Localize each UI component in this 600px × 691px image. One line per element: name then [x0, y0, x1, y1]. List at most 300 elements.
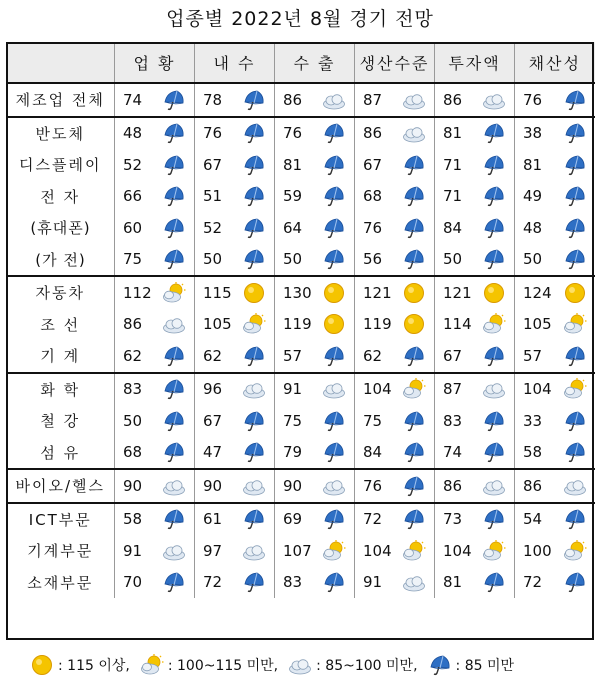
cell-value: 76 [283, 124, 303, 143]
data-cell [115, 340, 195, 373]
umbrella-icon [322, 441, 346, 463]
cell-value: 84 [443, 218, 463, 237]
column-header: 내 수 [195, 42, 275, 83]
data-cell [435, 567, 515, 599]
umbrella-icon [242, 345, 266, 367]
cell-value: 105 [523, 315, 552, 334]
partly-cloudy-icon [563, 540, 587, 562]
umbrella-icon [162, 89, 186, 111]
umbrella-icon [322, 345, 346, 367]
cell-value: 81 [283, 155, 303, 174]
cell-value: 76 [523, 90, 543, 109]
row-label: (가 전) [7, 244, 115, 277]
data-cell [195, 405, 275, 437]
cell-value: 67 [203, 155, 223, 174]
umbrella-icon [162, 571, 186, 593]
data-cell [115, 567, 195, 599]
cloud-icon [402, 122, 426, 144]
cell-value: 86 [363, 124, 383, 143]
data-cell [435, 244, 515, 277]
cell-value: 90 [283, 476, 303, 495]
page-title: 업종별 2022년 8월 경기 전망 [166, 8, 434, 30]
cell-value: 67 [363, 155, 383, 174]
cell-value: 48 [123, 124, 143, 143]
data-cell [355, 535, 435, 567]
data-cell [275, 405, 355, 437]
umbrella-icon [482, 217, 506, 239]
cell-value: 67 [443, 346, 463, 365]
umbrella-icon [242, 89, 266, 111]
data-cell [355, 244, 435, 277]
data-cell [275, 244, 355, 277]
cell-value: 50 [443, 250, 463, 269]
umbrella-icon [563, 410, 587, 432]
cloud-icon [402, 89, 426, 111]
cell-value: 68 [363, 187, 383, 206]
umbrella-icon [563, 122, 587, 144]
cell-value: 59 [283, 187, 303, 206]
data-cell [515, 149, 595, 181]
data-cell [515, 83, 595, 117]
data-cell [275, 83, 355, 117]
cloud-icon [322, 475, 346, 497]
cell-value: 74 [123, 90, 143, 109]
umbrella-icon [402, 217, 426, 239]
data-cell [275, 340, 355, 373]
data-cell [435, 309, 515, 341]
table-row [7, 212, 595, 244]
legend-label: : 115 이상, [58, 658, 130, 674]
table-row [7, 276, 595, 309]
cell-value: 74 [443, 443, 463, 462]
data-cell [435, 373, 515, 406]
column-header: 수 출 [275, 42, 355, 83]
umbrella-icon [563, 508, 587, 530]
cell-value: 104 [363, 380, 392, 399]
data-cell [195, 212, 275, 244]
umbrella-icon [563, 571, 587, 593]
umbrella-icon [563, 217, 587, 239]
cloud-icon [242, 475, 266, 497]
table-row [7, 405, 595, 437]
row-label: 기 계 [40, 347, 81, 366]
row-label: 자동차 [7, 276, 115, 309]
cell-value: 130 [283, 283, 312, 302]
row-label: 화 학 [7, 373, 115, 406]
cell-value: 69 [283, 510, 303, 529]
sun-icon [402, 313, 426, 335]
data-cell [435, 535, 515, 567]
cloud-icon [242, 378, 266, 400]
cell-value: 70 [123, 573, 143, 592]
umbrella-icon [402, 475, 426, 497]
cell-value: 105 [203, 315, 232, 334]
umbrella-icon [322, 217, 346, 239]
umbrella-icon [162, 441, 186, 463]
table-row [7, 309, 595, 341]
data-cell [435, 181, 515, 213]
umbrella-icon [242, 217, 266, 239]
umbrella-icon [162, 122, 186, 144]
data-cell [115, 149, 195, 181]
row-label: 반도체 [7, 117, 115, 150]
cell-value: 67 [203, 411, 223, 430]
column-header: 채산성 [515, 42, 595, 83]
data-cell [515, 437, 595, 470]
data-cell [355, 469, 435, 503]
cloud-icon [288, 654, 312, 676]
cell-value: 57 [283, 346, 303, 365]
cloud-icon [563, 475, 587, 497]
data-cell [275, 212, 355, 244]
data-cell [275, 117, 355, 150]
cloud-icon [162, 313, 186, 335]
cell-value: 47 [203, 443, 223, 462]
cell-value: 71 [443, 155, 463, 174]
cell-value: 121 [443, 283, 472, 302]
data-cell [275, 503, 355, 536]
cell-value: 76 [363, 218, 383, 237]
umbrella-icon [242, 441, 266, 463]
cell-value: 81 [443, 573, 463, 592]
umbrella-icon [402, 185, 426, 207]
legend-item [288, 654, 417, 676]
data-cell [435, 276, 515, 309]
data-cell [275, 437, 355, 470]
data-cell [435, 437, 515, 470]
row-label: 조 선 [40, 315, 81, 334]
umbrella-icon [402, 248, 426, 270]
legend-item [428, 654, 514, 676]
sun-icon [563, 282, 587, 304]
data-cell [195, 244, 275, 277]
umbrella-icon [402, 154, 426, 176]
row-label: 디스플레이 [19, 156, 102, 175]
cell-value: 112 [123, 283, 152, 302]
column-header: 투자액 [435, 42, 515, 83]
data-cell [355, 373, 435, 406]
cell-value: 76 [363, 476, 383, 495]
table-row [7, 503, 595, 536]
cell-value: 119 [363, 315, 392, 334]
data-cell [195, 535, 275, 567]
legend-label: : 100~115 미만, [167, 658, 279, 674]
cell-value: 71 [443, 187, 463, 206]
umbrella-icon [563, 441, 587, 463]
umbrella-icon [402, 345, 426, 367]
umbrella-icon [482, 441, 506, 463]
cell-value: 62 [123, 346, 143, 365]
cloud-icon [482, 378, 506, 400]
umbrella-icon [482, 122, 506, 144]
cloud-icon [482, 475, 506, 497]
cell-value: 73 [443, 510, 463, 529]
data-cell [435, 149, 515, 181]
data-cell [275, 535, 355, 567]
data-cell [195, 469, 275, 503]
cloud-icon [162, 540, 186, 562]
cell-value: 62 [363, 346, 383, 365]
data-cell [435, 340, 515, 373]
data-cell [355, 405, 435, 437]
sun-icon [30, 654, 54, 676]
cloud-icon [482, 89, 506, 111]
row-label: 소재부문 [27, 573, 94, 592]
umbrella-icon [242, 248, 266, 270]
row-label: (휴대폰) [7, 212, 115, 244]
umbrella-icon [482, 185, 506, 207]
data-cell [275, 567, 355, 599]
table-row [7, 535, 595, 567]
cell-value: 58 [523, 443, 543, 462]
data-cell [195, 309, 275, 341]
cell-value: 100 [523, 541, 552, 560]
cell-value: 72 [203, 573, 223, 592]
data-cell [195, 373, 275, 406]
umbrella-icon [482, 248, 506, 270]
data-cell [195, 437, 275, 470]
cloud-icon [322, 378, 346, 400]
row-label: 전 자 [40, 187, 81, 206]
data-cell [355, 567, 435, 599]
umbrella-icon [563, 248, 587, 270]
cell-value: 78 [203, 90, 223, 109]
table-row [7, 340, 595, 373]
sun-icon [402, 282, 426, 304]
data-cell [195, 503, 275, 536]
umbrella-icon [482, 154, 506, 176]
cell-value: 86 [523, 476, 543, 495]
umbrella-icon [322, 185, 346, 207]
umbrella-icon [563, 345, 587, 367]
table-row [7, 181, 595, 213]
cell-value: 90 [123, 476, 143, 495]
data-cell [195, 340, 275, 373]
data-cell [275, 276, 355, 309]
umbrella-icon [322, 508, 346, 530]
cell-value: 87 [363, 90, 383, 109]
data-cell [275, 309, 355, 341]
row-label: ICT부문 [7, 503, 115, 536]
cell-value: 72 [363, 510, 383, 529]
data-cell [435, 83, 515, 117]
cell-value: 96 [203, 380, 223, 399]
cell-value: 79 [283, 443, 303, 462]
partly-cloudy-icon [162, 282, 186, 304]
cell-value: 86 [283, 90, 303, 109]
cell-value: 57 [523, 346, 543, 365]
cell-value: 75 [123, 250, 143, 269]
umbrella-icon [162, 248, 186, 270]
column-header: 생산수준 [355, 42, 435, 83]
umbrella-icon [162, 217, 186, 239]
umbrella-icon [162, 410, 186, 432]
cell-value: 86 [443, 476, 463, 495]
umbrella-icon [162, 508, 186, 530]
data-cell [115, 276, 195, 309]
data-cell [515, 181, 595, 213]
data-cell [355, 309, 435, 341]
cell-value: 52 [123, 155, 143, 174]
row-label: 기계부문 [27, 542, 94, 561]
umbrella-icon [563, 185, 587, 207]
umbrella-icon [242, 154, 266, 176]
umbrella-icon [242, 571, 266, 593]
cell-value: 121 [363, 283, 392, 302]
table-row [7, 469, 595, 503]
data-cell [515, 212, 595, 244]
cell-value: 84 [363, 443, 383, 462]
umbrella-icon [402, 410, 426, 432]
cell-value: 86 [443, 90, 463, 109]
partly-cloudy-icon [322, 540, 346, 562]
cell-value: 50 [523, 250, 543, 269]
data-cell [355, 276, 435, 309]
row-label: 바이오/헬스 [7, 469, 115, 503]
cell-value: 62 [203, 346, 223, 365]
cell-value: 124 [523, 283, 552, 302]
cell-value: 114 [443, 315, 472, 334]
cell-value: 81 [523, 155, 543, 174]
legend [30, 654, 590, 676]
data-cell [115, 83, 195, 117]
sun-icon [322, 313, 346, 335]
table-row [7, 373, 595, 406]
partly-cloudy-icon [482, 313, 506, 335]
cell-value: 97 [203, 541, 223, 560]
partly-cloudy-icon [563, 313, 587, 335]
data-cell [115, 437, 195, 470]
partly-cloudy-icon [402, 378, 426, 400]
partly-cloudy-icon [140, 654, 164, 676]
header-row [7, 42, 595, 83]
umbrella-icon [322, 154, 346, 176]
data-cell [435, 212, 515, 244]
umbrella-icon [242, 122, 266, 144]
data-cell [355, 340, 435, 373]
data-cell [275, 469, 355, 503]
cell-value: 56 [363, 250, 383, 269]
umbrella-icon [428, 654, 452, 676]
table-row [7, 437, 595, 470]
data-cell [515, 405, 595, 437]
cell-value: 91 [363, 573, 383, 592]
data-cell [115, 373, 195, 406]
cloud-icon [322, 89, 346, 111]
data-cell [115, 535, 195, 567]
cell-value: 50 [283, 250, 303, 269]
data-cell [435, 117, 515, 150]
cell-value: 54 [523, 510, 543, 529]
cell-value: 48 [523, 218, 543, 237]
umbrella-icon [402, 508, 426, 530]
cell-value: 104 [523, 380, 552, 399]
umbrella-icon [322, 410, 346, 432]
cell-value: 64 [283, 218, 303, 237]
data-cell [515, 309, 595, 341]
umbrella-icon [322, 248, 346, 270]
data-cell [515, 244, 595, 277]
partly-cloudy-icon [563, 378, 587, 400]
data-cell [355, 117, 435, 150]
cell-value: 38 [523, 124, 543, 143]
data-cell [115, 503, 195, 536]
cell-value: 68 [123, 443, 143, 462]
cell-value: 75 [363, 411, 383, 430]
cell-value: 81 [443, 124, 463, 143]
umbrella-icon [242, 185, 266, 207]
umbrella-icon [563, 89, 587, 111]
data-cell [515, 503, 595, 536]
data-cell [435, 469, 515, 503]
row-label: 철 강 [40, 412, 81, 431]
cell-value: 58 [123, 510, 143, 529]
cell-value: 60 [123, 218, 143, 237]
cell-value: 107 [283, 541, 312, 560]
cell-value: 76 [203, 124, 223, 143]
data-cell [275, 149, 355, 181]
cell-value: 91 [283, 380, 303, 399]
data-cell [195, 83, 275, 117]
umbrella-icon [482, 508, 506, 530]
umbrella-icon [322, 122, 346, 144]
cell-value: 33 [523, 411, 543, 430]
data-cell [515, 535, 595, 567]
table-row [7, 83, 595, 117]
data-cell [115, 212, 195, 244]
data-cell [355, 437, 435, 470]
data-cell [195, 149, 275, 181]
legend-item [140, 654, 278, 676]
cell-value: 66 [123, 187, 143, 206]
umbrella-icon [482, 571, 506, 593]
cell-value: 51 [203, 187, 223, 206]
cloud-icon [402, 571, 426, 593]
data-cell [355, 212, 435, 244]
data-cell [515, 567, 595, 599]
cell-value: 86 [123, 315, 143, 334]
row-label: 섬 유 [40, 443, 81, 462]
cell-value: 61 [203, 510, 223, 529]
cell-value: 104 [363, 541, 392, 560]
table-row [7, 244, 595, 277]
row-label: 제조업 전체 [15, 91, 105, 110]
data-cell [355, 181, 435, 213]
data-cell [195, 181, 275, 213]
umbrella-icon [402, 441, 426, 463]
cell-value: 90 [203, 476, 223, 495]
cell-value: 75 [283, 411, 303, 430]
umbrella-icon [322, 571, 346, 593]
column-header: 업 황 [115, 42, 195, 83]
partly-cloudy-icon [402, 540, 426, 562]
data-cell [355, 83, 435, 117]
cell-value: 119 [283, 315, 312, 334]
partly-cloudy-icon [482, 540, 506, 562]
cell-value: 83 [443, 411, 463, 430]
forecast-table [6, 42, 595, 598]
data-cell [195, 117, 275, 150]
data-cell [115, 309, 195, 341]
cell-value: 87 [443, 380, 463, 399]
sun-icon [482, 282, 506, 304]
data-cell [515, 340, 595, 373]
legend-item [30, 654, 130, 676]
data-cell [515, 469, 595, 503]
legend-label: : 85~100 미만, [316, 658, 418, 674]
cell-value: 83 [123, 380, 143, 399]
data-cell [515, 117, 595, 150]
